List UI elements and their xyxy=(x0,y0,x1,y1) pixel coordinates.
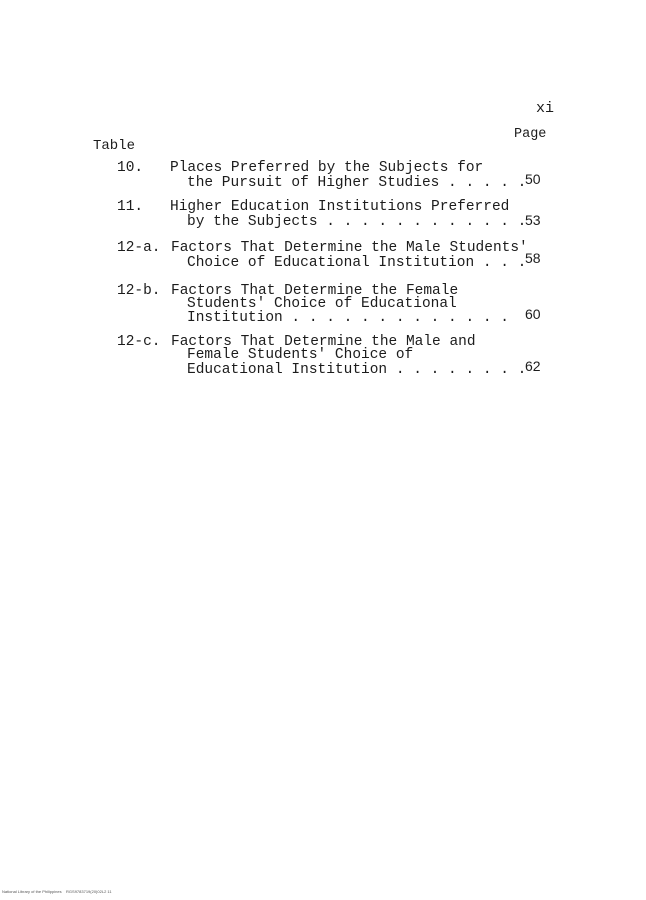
entry-title-line: Factors That Determine the Male Students' xyxy=(171,240,528,256)
table-column-heading: Table xyxy=(93,138,136,154)
entry-number: 10. xyxy=(117,160,144,176)
entry-title-line: Institution . . . . . . . . . . . . . xyxy=(187,310,509,326)
entry-number: 11. xyxy=(117,199,144,215)
entry-page-number: 60 xyxy=(525,306,541,322)
entry-title-line: by the Subjects . . . . . . . . . . . . xyxy=(187,214,527,230)
entry-number: 12-c. xyxy=(117,334,161,350)
entry-title-line: Higher Education Institutions Preferred xyxy=(170,199,510,215)
entry-title-line: Places Preferred by the Subjects for xyxy=(170,160,484,176)
entry-title-line: the Pursuit of Higher Studies . . . . . xyxy=(187,175,527,191)
entry-page-number: 53 xyxy=(525,212,541,228)
entry-title-line: Female Students' Choice of xyxy=(187,347,414,363)
entry-title-line: Students' Choice of Educational xyxy=(187,296,457,312)
entry-title-line: Educational Institution . . . . . . . . xyxy=(187,362,527,378)
entry-page-number: 62 xyxy=(525,358,541,374)
entry-title-line: Factors That Determine the Female xyxy=(171,283,459,299)
entry-page-number: 50 xyxy=(525,171,541,187)
entry-number: 12-a. xyxy=(117,240,161,256)
page-column-heading: Page xyxy=(514,127,547,142)
entry-page-number: 58 xyxy=(525,250,541,266)
entry-number: 12-b. xyxy=(117,283,161,299)
entry-title-line: Factors That Determine the Male and xyxy=(171,334,476,350)
entry-title-line: Choice of Educational Institution . . . xyxy=(187,255,527,271)
page-number: xi xyxy=(536,100,555,117)
scan-footer-text: National Library of the Philippines RGS9783719(20)02L2 11 xyxy=(2,889,112,894)
